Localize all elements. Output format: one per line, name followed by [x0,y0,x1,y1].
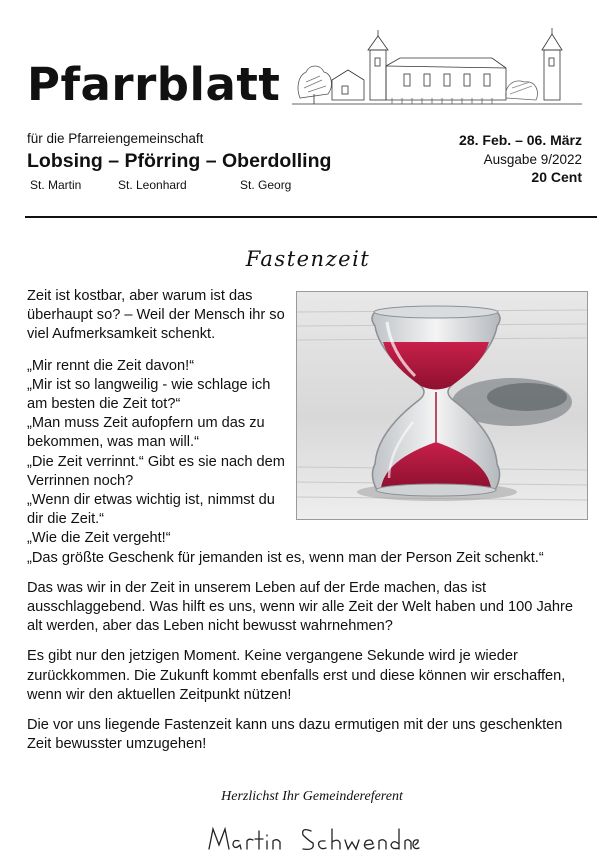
parish-names: Lobsing – Pförring – Oberdolling [27,150,332,172]
article-paragraph: Es gibt nur den jetzigen Moment. Keine vergangene Sekunde wird je wieder zurückkommen. Die Zukunft kommt ebenfalls erst und diese können wir erschaffen, wenn wir den aktuellen Zeitpunkt nützen! [27,648,566,703]
quote-item: „Wenn dir etwas wichtig ist, nimmst du dir die Zeit.“ [27,492,275,528]
masthead-subtitle: für die Pfarreiengemeinschaft [27,131,204,146]
article-intro: Zeit ist kostbar, aber warum ist das überhaupt so? – Weil der Mensch ihr so viel Aufmerksamkeit schenkt. [27,288,285,343]
issue-info [382,132,582,185]
quote-list [27,357,589,568]
church-illustration [292,28,582,108]
article-paragraph: Das was wir in der Zeit in unserem Leben auf der Erde machen, das ist ausschlaggebend. Was hilft es uns, wenn wir alle Zeit der Welt haben und 100 Jahre alt werden, aber das Leben nicht bewusst wahrnehmen? [27,579,573,635]
issue-dates: 28. Feb. – 06. März [459,132,582,148]
saint-martin: St. Martin [30,178,82,192]
saint-georg: St. Georg [240,178,292,192]
quote-item: „Wie die Zeit vergeht!“ [27,530,171,547]
saint-leonhard: St. Leonhard [118,178,187,192]
article-signoff: Herzlichst Ihr Gemeindereferent [221,789,403,804]
handwritten-signature [205,815,420,857]
quote-item: „Die Zeit verrinnt.“ Gibt es sie nach dem Verrinnen noch? [27,453,285,489]
article-paragraph: Die vor uns liegende Fastenzeit kann uns dazu ermutigen mit der uns geschenkten Zeit bewusster umzugehen! [27,717,563,753]
article-title: Fastenzeit [245,247,371,271]
header-divider [25,216,597,218]
issue-price: 20 Cent [531,169,582,185]
issue-number: Ausgabe 9/2022 [483,152,582,167]
quote-item: „Das größte Geschenk für jemanden ist es, wenn man der Person Zeit schenkt.“ [27,549,544,566]
masthead-title: Pfarrblatt [27,58,281,111]
article-body [27,287,589,765]
patron-saints [27,178,327,194]
quote-item: „Mir rennt die Zeit davon!“ [27,357,195,374]
quote-item: „Mir ist so langweilig - wie schlage ich am besten die Zeit tot?“ [27,376,271,413]
quote-item: „Man muss Zeit aufopfern um das zu bekommen, was man will.“ [27,415,265,451]
